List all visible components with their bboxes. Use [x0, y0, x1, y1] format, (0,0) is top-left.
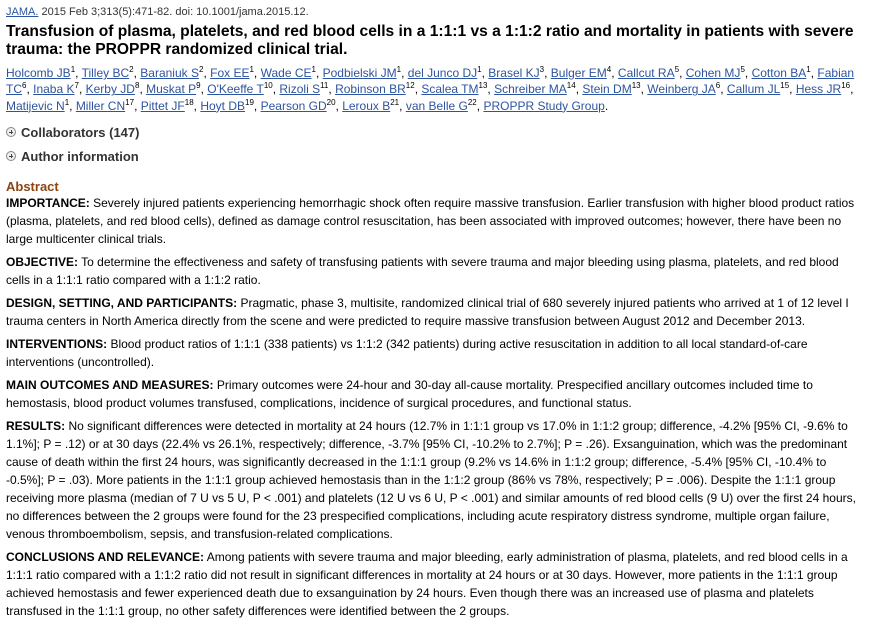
author-affiliation-number: 3 [539, 65, 545, 74]
author-affiliation-number: 7 [74, 81, 79, 91]
author-link[interactable]: Hess JR [795, 82, 842, 97]
section-label: INTERVENTIONS: [6, 337, 108, 352]
author-link[interactable]: Pearson GD [260, 98, 327, 113]
author-link[interactable]: del Junco DJ [407, 66, 478, 80]
author-affiliation-number: 6 [22, 81, 27, 91]
section-text: Severely injured patients experiencing hemorrhagic shock often require massive transfusion. Earlier transfusion with higher blood product ratios (plasma, platelets, and red blood cells), defined as damage control resuscitation, has been associated with improved outcomes; however, there have been no large multicenter clinical trials. [6, 196, 855, 247]
collaborators-label: Collaborators (147) [21, 124, 140, 140]
author-list: Holcomb $JB^1$, Tilley $BC^2$, Baraniuk $S^2$, Fox $EE^1$, Wade $CE^1$, Podbielski $JM^1$, del Junco $DJ^1$, Brasel $KJ^3$, Bulger $EM^4$, Callcut $RA^5$, Cohen $MJ^5$, Cotton $BA^1$, Fabian $TC^6$, Inaba $K^7$, Kerby $JD^8$, Muskat $P^9$, O'Keeffe $T^{10}$, Rizoli $S^{11}$, Robinson BR$^{12}$, Scalea TM$^{13}$, Schreiber MA$^{14}$, Stein DM$^{13}$, Weinberg $JA^6$, Callum JL$^{15}$, Hess JR$^{16}$, Matijevic $N^1$, Miller CN$^{17}$, Pittet JF$^{18}$, Hoyt DB$^{19}$, Pearson GD$^{20}$, Leroux $B^{21}$, van Belle $G^{22}$, PROPPR Study Group. [6, 65, 855, 113]
author-affiliation-number: 2 [198, 65, 204, 74]
section-text: Pragmatic, phase 3, multisite, randomized clinical trial of 680 severely injured patients who arrived at 1 of 12 level I trauma centers in North America directly from the scene and were predicted to require massive transfusion between August 2012 and December 2013. [6, 296, 849, 329]
author-affiliation-number: 13 [478, 81, 488, 91]
author-link[interactable]: Kerby JD [85, 82, 135, 97]
author-affiliation-number: 6 [715, 81, 721, 91]
author-affiliation-number: 4 [606, 65, 612, 74]
abstract-heading: Abstract [6, 179, 59, 195]
author-link[interactable]: Fox EE [210, 66, 250, 80]
abstract-section-design [6, 294, 866, 330]
author-link[interactable]: Schreiber MA [494, 82, 567, 97]
journal-link[interactable]: JAMA. [6, 6, 39, 18]
author-link[interactable]: O'Keeffe T [207, 82, 264, 97]
author-affiliation-number: 2 [129, 65, 134, 74]
author-affiliation-number: 13 [631, 81, 641, 91]
author-link[interactable]: Fabian TC [6, 66, 855, 97]
author-link[interactable]: Rizoli S [279, 82, 321, 97]
author-affiliation-number: 10 [263, 81, 273, 91]
section-label: RESULTS: [6, 419, 66, 434]
author-link[interactable]: Pittet JF [140, 98, 185, 113]
author-affiliation-number: 1 [806, 65, 811, 74]
author-link[interactable]: Weinberg JA [647, 82, 716, 97]
author-link[interactable]: Muskat P [146, 82, 197, 97]
author-link[interactable]: Cotton BA [751, 66, 807, 80]
author-affiliation-number: 17 [125, 97, 135, 107]
author-link[interactable]: Callcut RA [617, 66, 675, 80]
author-link[interactable]: Bulger EM [550, 66, 607, 80]
author-information-label: Author information [21, 148, 139, 164]
author-link[interactable]: Wade CE [260, 66, 312, 80]
author-link[interactable]: Holcomb JB [6, 66, 71, 80]
author-link[interactable]: Leroux B [342, 98, 391, 113]
author-affiliation-number: 9 [196, 81, 201, 91]
abstract-section-conclusions [6, 548, 866, 620]
author-affiliation-number: 1 [249, 65, 254, 74]
author-link[interactable]: Matijevic N [6, 98, 65, 113]
author-affiliation-number: 22 [467, 97, 477, 107]
section-text: No significant differences were detected in mortality at 24 hours (12.7% in 1:1:1 group vs 17.0% in 1:1:2 group; difference, -4.2% [95% CI, -9.6% to 1.1%]; P = .12) or at 30 days (22.4% vs 26.1%, respectively; difference, -3.7% [95% CI, -10.2% to 2.7%]; P = .26). Exsanguination, which was the predominant cause of death within the first 24 hours, was significantly decreased in the 1:1:1 group (9.2% vs 14.6% in 1:1:2 group; difference, -5.4% [95% CI, -10.4% to -0.5%]; P = .03). More patients in the 1:1:1 group achieved hemostasis than in the 1:1:2 group (86% vs 78%, respectively; P = .006). Despite the 1:1:1 group receiving more plasma (median of 7 U vs 5 U, P < .001) and platelets (12 U vs 6 U, P < .001) and similar amounts of red blood cells (9 U) over the first 24 hours, no differences between the 2 groups were found for the 23 prespecified complications, including acute respiratory distress syndrome, multiple organ failure, venous thromboembolism, sepsis, and transfusion-related complications. [6, 419, 856, 542]
author-link[interactable]: Inaba K [33, 82, 75, 97]
abstract-section-interventions [6, 335, 866, 371]
section-text: Blood product ratios of 1:1:1 (338 patients) vs 1:1:2 (342 patients) during active resuscitation in addition to all local standard-of-care interventions (uncontrolled). [6, 337, 808, 370]
section-label: MAIN OUTCOMES AND MEASURES: [6, 378, 214, 393]
author-affiliation-number: 16 [841, 81, 851, 91]
author-link[interactable]: Miller CN [75, 98, 126, 113]
author-link[interactable]: Hoyt DB [200, 98, 246, 113]
author-affiliation-number: 1 [64, 97, 70, 107]
author-affiliation-number: 1 [311, 65, 316, 74]
section-label: IMPORTANCE: [6, 196, 90, 211]
author-link[interactable]: Tilley BC [81, 66, 130, 80]
author-affiliation-number: 14 [566, 81, 576, 91]
citation-details: 2015 Feb 3;313(5):471-82. doi: 10.1001/jama.2015.12. [38, 6, 309, 18]
abstract-section-results [6, 417, 866, 543]
author-affiliation-number: 11 [320, 81, 329, 91]
author-link[interactable]: Callum JL [726, 82, 781, 97]
author-affiliation-number: 18 [184, 97, 194, 107]
author-affiliation-number: 5 [740, 65, 745, 74]
author-affiliation-number: 1 [396, 65, 402, 74]
section-text: To determine the effectiveness and safety of transfusing patients with severe trauma and major bleeding using plasma, platelets, and red blood cells in a 1:1:1 ratio compared with a 1:1:2 ratio. [6, 255, 839, 288]
author-link[interactable]: Baraniuk S [140, 66, 199, 80]
author-affiliation-number: 15 [780, 81, 790, 91]
author-affiliation-number: 1 [70, 65, 76, 74]
author-link[interactable]: Scalea TM [421, 82, 479, 97]
author-affiliation-number: 20 [326, 97, 336, 107]
author-link[interactable]: Podbielski JM [322, 66, 397, 80]
article-title: Transfusion of plasma, platelets, and red blood cells in a 1:1:1 vs a 1:1:2 ratio and mortality in patients with severe trauma: the PROPPR randomized clinical trial. [6, 23, 854, 58]
expand-plus-icon [6, 127, 16, 137]
abstract-section-objective [6, 253, 866, 289]
section-label: OBJECTIVE: [6, 255, 79, 270]
author-link[interactable]: van Belle G [405, 98, 468, 113]
author-affiliation-number: 5 [674, 65, 680, 74]
abstract-section-outcomes [6, 376, 866, 412]
author-link[interactable]: Stein DM [582, 82, 632, 97]
section-label: CONCLUSIONS AND RELEVANCE: [6, 550, 205, 565]
expand-plus-icon [6, 151, 16, 161]
author-affiliation-number: 19 [245, 97, 254, 107]
citation [6, 5, 866, 19]
section-label: DESIGN, SETTING, AND PARTICIPANTS: [6, 296, 238, 311]
author-link[interactable]: Cohen MJ [685, 66, 741, 80]
author-affiliation-number: 1 [477, 65, 482, 74]
author-affiliation-number: 21 [390, 97, 400, 107]
author-link[interactable]: Robinson BR [335, 82, 406, 97]
abstract-section-importance [6, 194, 866, 248]
author-affiliation-number: 12 [405, 81, 415, 91]
author-link[interactable]: PROPPR Study Group [483, 98, 605, 113]
collaborators-toggle[interactable] [6, 124, 866, 140]
section-text: Among patients with severe trauma and major bleeding, early administration of plasma, platelets, and red blood cells in a 1:1:1 ratio compared with a 1:1:2 ratio did not result in significant differences in mortality at 24 hours or at 30 days. However, more patients in the 1:1:1 group achieved hemostasis and fewer experienced death due to exsanguination by 24 hours. Even though there was an increased use of plasma and platelets transfused in the 1:1:1 group, no other safety differences were identified between the 2 groups. [6, 550, 848, 619]
section-text: Primary outcomes were 24-hour and 30-day all-cause mortality. Prespecified ancillary outcomes included time to hemostasis, blood product volumes transfused, complications, incidence of surgical procedures, and functional status. [6, 378, 813, 411]
author-information-toggle[interactable] [6, 148, 866, 164]
author-link[interactable]: Brasel KJ [488, 66, 540, 80]
abstract-body [6, 194, 866, 620]
author-affiliation-number: 8 [134, 81, 140, 91]
